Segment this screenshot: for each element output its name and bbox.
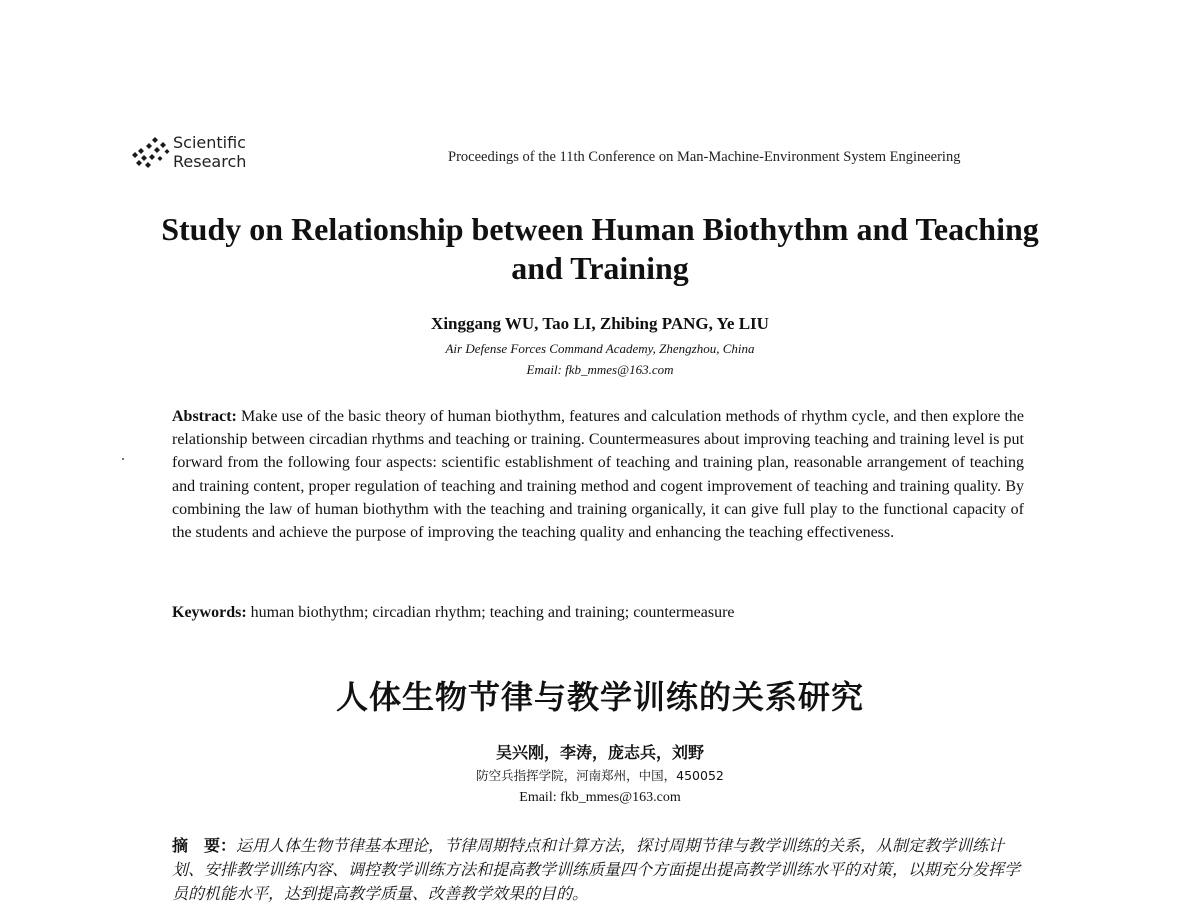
logo-wordmark: [173, 133, 246, 171]
chinese-email: Email: fkb_mmes@163.com: [519, 790, 681, 805]
keywords-label: Keywords:: [172, 604, 247, 621]
paper-title: Study on Relationship between Human Biothythm and Teaching and Training: [161, 211, 1039, 286]
abstract-text: Make use of the basic theory of human biothythm, features and calculation methods of rhythm cycle, and then explore the relationship between circadian rhythms and teaching or training. Countermeasures about improving teaching and training level is put forward from the following four aspects: scientific establishment of teaching and training plan, reasonable arrangement of teaching and training content, proper regulation of teaching and training method and cogent improvement of teaching and training quality. By combining the law of human biothythm with the teaching and training organically, it can give full play to the functional capacity of the students and achieve the purpose of improving the teaching quality and enhancing the teaching effectiveness.: [172, 408, 1024, 542]
chinese-abstract-text: 运用人体生物节律基本理论，节律周期特点和计算方法，探讨周期节律与教学训练的关系，从制定教学训练计划、安排教学训练内容、调控教学训练方法和提高教学训练质量四个方面提出提高教学训练水平的对策，以期充分发挥学员的机能水平，达到提高教学质量、改善教学效果的目的。: [172, 836, 1021, 903]
logo-line-1: Scientific: [173, 133, 246, 152]
chinese-affiliation: 防空兵指挥学院，河南郑州，中国，450052: [476, 768, 724, 783]
keywords: [172, 604, 735, 622]
chinese-authors: 吴兴刚，李涛，庞志兵，刘野: [495, 743, 704, 762]
paper-authors: Xinggang WU, Tao LI, Zhibing PANG, Ye LIU: [431, 314, 769, 333]
logo-line-2: Research: [173, 152, 247, 171]
chinese-abstract: [172, 834, 1024, 906]
publisher-logo: [131, 133, 246, 171]
chinese-title: 人体生物节律与教学训练的关系研究: [335, 678, 864, 716]
paper-email: Email: fkb_mmes@163.com: [526, 362, 674, 377]
abstract: [172, 405, 1024, 544]
scientific-research-logo-icon: [131, 134, 171, 170]
scan-artifact: [122, 458, 124, 460]
proceedings-header: Proceedings of the 11th Conference on Man-Machine-Environment System Engineering: [448, 149, 961, 165]
keywords-text: human biothythm; circadian rhythm; teaching and training; countermeasure: [250, 604, 735, 621]
paper-affiliation: Air Defense Forces Command Academy, Zhengzhou, China: [445, 341, 755, 356]
chinese-abstract-label: 摘 要：: [172, 836, 237, 855]
abstract-label: Abstract:: [172, 408, 237, 425]
